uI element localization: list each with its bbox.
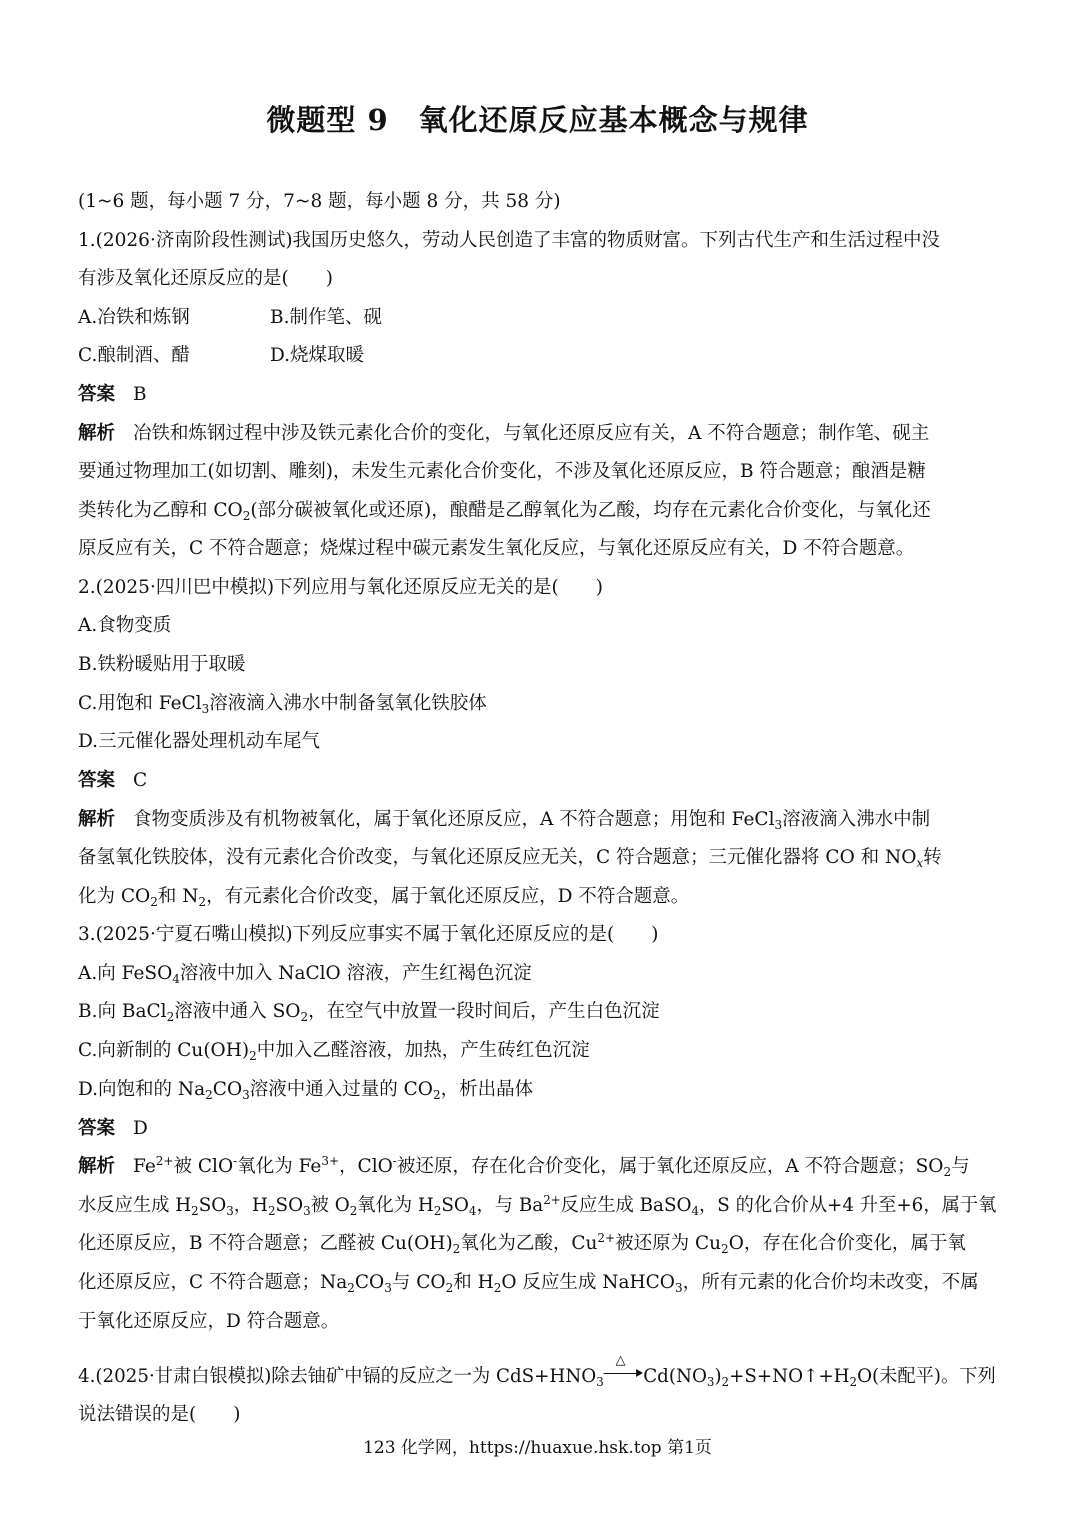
text: ，H: [233, 1195, 269, 1216]
analysis-label: 解析: [78, 809, 116, 830]
text: 备氢氧化铁胶体，没有元素化合价改变，与氧化还原反应无关，C 符合题意；三元催化器将 CO 和 NO: [78, 847, 917, 868]
q3-option-a: [78, 962, 532, 986]
q1-options-ab: [78, 306, 382, 330]
subscript: 3: [596, 1375, 604, 1389]
q3-analysis-line1: [78, 1155, 970, 1179]
q3-stem: 3.(2025·宁夏石嘴山模拟)下列反应事实不属于氧化还原反应的是( ): [78, 924, 659, 945]
q2-option-c: [78, 692, 487, 716]
text: 和 H: [453, 1272, 494, 1293]
q2-option-d: D.三元催化器处理机动车尾气: [78, 731, 321, 752]
text: 水反应生成 H: [78, 1195, 192, 1216]
subscript: 2: [242, 509, 251, 523]
subscript: 3: [201, 702, 210, 716]
q2-option-b: B.铁粉暖贴用于取暖: [78, 654, 246, 675]
subscript: x: [916, 856, 924, 870]
q1-stem-line2: 有涉及氧化还原反应的是( ): [78, 268, 333, 289]
q1-analysis-text: 冶铁和炼钢过程中涉及铁元素化合价的变化，与氧化还原反应有关，A 不符合题意；制作笔、砚主: [133, 423, 930, 444]
q1-analysis-line4: 原反应有关，C 不符合题意；烧煤过程中碳元素发生氧化反应，与氧化还原反应有关，D 不符合题意。: [78, 538, 915, 559]
subscript: 2: [300, 1010, 309, 1024]
analysis-label: 解析: [78, 423, 116, 444]
text: 中加入乙醛溶液，加热，产生砖红色沉淀: [256, 1040, 590, 1061]
q1-analysis-line1: [78, 422, 929, 446]
text: A.向 FeSO: [78, 963, 173, 984]
superscript: 2+: [597, 1231, 616, 1245]
subscript: 4: [172, 972, 180, 986]
subscript: 4: [691, 1204, 700, 1218]
answer-label: 答案: [78, 770, 116, 791]
subscript: 3: [242, 1088, 250, 1102]
q4-stem-line2: 说法错误的是( ): [78, 1404, 241, 1425]
superscript: -: [233, 1154, 238, 1168]
subscript: 3: [384, 1281, 392, 1295]
subscript: 2: [249, 1049, 257, 1063]
q1-option-d: D.烧煤取暖: [270, 345, 365, 366]
superscript: -: [392, 1154, 397, 1168]
superscript: 2+: [543, 1193, 561, 1207]
text: O，存在化合价变化，属于氧: [728, 1233, 966, 1254]
text: (部分碳被氧化或还原)，酿醋是乙醇氧化为乙酸，均存在元素化合价变化，与氧化还: [250, 500, 931, 521]
text: SO: [441, 1195, 469, 1216]
text: 被还原，存在化合价变化，属于氧化还原反应，A 不符合题意；SO: [396, 1156, 944, 1177]
subscript: 2: [721, 1242, 729, 1256]
q1-options-cd: [78, 344, 364, 368]
subscript: 2: [849, 1375, 858, 1389]
text: ，所有元素的化合价均未改变，不属: [682, 1272, 979, 1293]
text: 转: [923, 847, 942, 868]
text: ，与 Ba: [476, 1195, 544, 1216]
text: 反应生成 BaSO: [560, 1195, 692, 1216]
q1-stem-line1: 1.(2026·济南阶段性测试)我国历史悠久，劳动人民创造了丰富的物质财富。下列古代生产和生活过程中没: [78, 230, 941, 251]
q2-answer: [78, 769, 147, 793]
text: 和 N: [157, 886, 199, 907]
subscript: 2: [150, 895, 158, 909]
text: 4.(2025·甘肃白银模拟)除去铀矿中镉的反应之一为 CdS+HNO: [78, 1366, 597, 1387]
subscript: 2: [198, 895, 207, 909]
subscript: 3: [706, 1375, 715, 1389]
q2-option-a: A.食物变质: [78, 615, 172, 636]
q3-analysis-line3: [78, 1232, 966, 1256]
q2-analysis-line1: [78, 808, 930, 832]
text: +S+NO↑+H: [729, 1366, 850, 1387]
subscript: 2: [943, 1165, 952, 1179]
answer-label: 答案: [78, 384, 116, 405]
text: Cd(NO: [643, 1366, 707, 1387]
q4-stem-line1: [78, 1353, 996, 1389]
reaction-arrow-icon: [604, 1353, 643, 1380]
text: CO: [354, 1272, 385, 1293]
q3-analysis-line5: 于氧化还原反应，D 符合题意。: [78, 1311, 340, 1332]
text: ): [714, 1366, 722, 1387]
subscript: 2: [205, 1088, 213, 1102]
q1-analysis-line2: 要通过物理加工(如切割、雕刻)，未发生元素化合价变化，不涉及氧化还原反应，B 符合题意；酿酒是糖: [78, 461, 926, 482]
text: 化还原反应，C 不符合题意；Na: [78, 1272, 348, 1293]
q1-option-a: A.冶铁和炼钢: [78, 307, 190, 328]
subscript: 2: [268, 1204, 276, 1218]
text: 溶液滴入沸水中制备氢氧化铁胶体: [209, 693, 487, 714]
q1-analysis-line3: [78, 499, 931, 523]
text: ，在空气中放置一段时间后，产生白色沉淀: [308, 1001, 660, 1022]
text: B.向 BaCl: [78, 1001, 167, 1022]
text: ，有元素化合价改变，属于氧化还原反应，D 不符合题意。: [206, 886, 690, 907]
text: SO: [275, 1195, 304, 1216]
text: 溶液中通入 SO: [174, 1001, 301, 1022]
subscript: 2: [433, 1204, 442, 1218]
subscript: 2: [445, 1281, 454, 1295]
subscript: 2: [349, 1204, 358, 1218]
subscript: 2: [347, 1281, 355, 1295]
q3-option-b: [78, 1000, 660, 1024]
text: 溶液中加入 NaClO 溶液，产生红褐色沉淀: [179, 963, 532, 984]
q3-analysis-line2: [78, 1194, 996, 1218]
heat-triangle-icon: △: [615, 1353, 626, 1368]
q2-analysis-line2: [78, 846, 942, 870]
text: 氧化为 Fe: [237, 1156, 322, 1177]
q2-stem: 2.(2025·四川巴中模拟)下列应用与氧化还原反应无关的是( ): [78, 577, 603, 598]
text: SO: [198, 1195, 227, 1216]
text: 化还原反应，B 不符合题意；乙醛被 Cu(OH): [78, 1233, 453, 1254]
subscript: 3: [674, 1281, 683, 1295]
q1-answer-value: B: [133, 384, 147, 405]
q1-option-c: C.酿制酒、醋: [78, 345, 190, 366]
answer-label: 答案: [78, 1118, 116, 1139]
text: ，ClO: [339, 1156, 393, 1177]
text: 溶液滴入沸水中制: [782, 809, 931, 830]
q2-answer-value: C: [133, 770, 148, 791]
text: CO: [212, 1079, 243, 1100]
text: ，S 的化合价从+4 升至+6，属于氧: [699, 1195, 997, 1216]
q3-answer-value: D: [133, 1118, 148, 1139]
scoring-note: (1~6 题，每小题 7 分，7~8 题，每小题 8 分，共 58 分): [78, 191, 561, 212]
subscript: 2: [166, 1010, 175, 1024]
text: 与: [951, 1156, 970, 1177]
text: ，析出晶体: [440, 1079, 534, 1100]
superscript: 2+: [155, 1154, 174, 1168]
text: O 反应生成 NaHCO: [501, 1272, 675, 1293]
text: 溶液中通入过量的 CO: [249, 1079, 433, 1100]
q3-answer: [78, 1117, 148, 1141]
text: C.用饱和 FeCl: [78, 693, 202, 714]
q1-answer: [78, 383, 147, 407]
text: 化为 CO: [78, 886, 151, 907]
page-title: 微题型 9 氧化还原反应基本概念与规律: [266, 103, 809, 137]
page-footer: 123 化学网，https://huaxue.hsk.top 第1页: [363, 1438, 712, 1458]
subscript: 3: [226, 1204, 234, 1218]
text: D.向饱和的 Na: [78, 1079, 206, 1100]
text: 氧化为 H: [357, 1195, 434, 1216]
analysis-label: 解析: [78, 1156, 116, 1177]
text: O(未配平)。下列: [857, 1366, 996, 1387]
subscript: 4: [468, 1204, 477, 1218]
subscript: 3: [303, 1204, 311, 1218]
text: C.向新制的 Cu(OH): [78, 1040, 250, 1061]
subscript: 2: [432, 1088, 441, 1102]
superscript: 3+: [321, 1154, 340, 1168]
q3-analysis-line4: [78, 1271, 979, 1295]
subscript: 2: [493, 1281, 502, 1295]
q3-option-d: [78, 1078, 533, 1102]
text: 类转化为乙醇和 CO: [78, 500, 243, 521]
q3-option-c: [78, 1039, 590, 1063]
text: 被还原为 Cu: [615, 1233, 722, 1254]
q1-option-b: B.制作笔、砚: [270, 307, 382, 328]
text: 与 CO: [391, 1272, 446, 1293]
q2-analysis-line3: [78, 885, 689, 909]
text: 氧化为乙酸，Cu: [460, 1233, 598, 1254]
subscript: 2: [191, 1204, 199, 1218]
subscript: 2: [452, 1242, 461, 1256]
text: Fe: [133, 1156, 156, 1177]
subscript: 2: [721, 1375, 730, 1389]
text: 被 ClO: [173, 1156, 234, 1177]
text: 食物变质涉及有机物被氧化，属于氧化还原反应，A 不符合题意；用饱和 FeCl: [133, 809, 775, 830]
text: 被 O: [310, 1195, 350, 1216]
subscript: 3: [774, 818, 783, 832]
